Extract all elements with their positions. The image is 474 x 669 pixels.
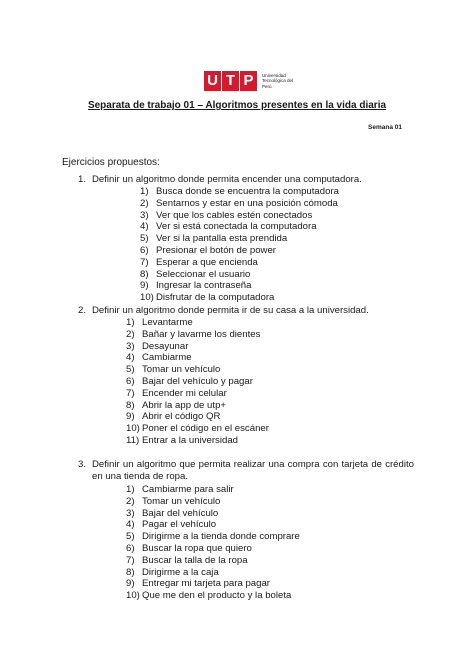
step-text: Ver si está conectada la computadora [156,221,317,233]
exercise-2-steps [126,317,414,447]
exercise-1-statement [64,174,414,186]
step-text: Desayunar [142,340,189,352]
step-number: 8) [126,399,135,411]
list-item [126,388,414,400]
step-number: 10) [126,590,140,602]
list-item [140,245,414,257]
list-item [140,292,414,304]
list-item [140,257,414,269]
exercise-text: Definir un algoritmo donde permita encender una computadora. [92,174,362,185]
step-number: 6) [126,542,135,554]
step-number: 4) [126,352,135,364]
step-text: Tomar un vehículo [142,495,221,507]
list-item [126,352,414,364]
list-item [126,317,414,329]
step-text: Levantarme [142,317,193,328]
step-text: Dirigirme a la tienda donde comprare [142,531,300,543]
step-text: Encender mi celular [142,387,227,399]
list-item [140,210,414,222]
step-text: Entregar mi tarjeta para pagar [142,578,270,590]
list-item [126,411,414,423]
step-text: Seleccionar el usuario [156,268,251,280]
step-number: 9) [126,578,135,590]
step-number: 3) [140,209,149,221]
step-text: Disfrutar de la computadora [156,292,275,304]
exercise-3-steps [126,484,414,602]
step-number: 6) [126,375,135,387]
step-number: 4) [126,519,135,531]
step-text: Que me den el producto y la boleta [142,590,292,602]
step-number: 5) [140,233,149,245]
list-item [126,519,414,531]
step-text: Ver si la pantalla esta prendida [156,233,288,245]
step-number: 2) [126,495,135,507]
step-number: 2) [126,328,135,340]
list-item [126,496,414,508]
step-text: Busca donde se encuentra la computadora [156,186,339,197]
step-text: Bañar y lavarme los dientes [142,328,261,340]
exercise-2 [64,305,414,447]
step-text: Pagar el vehículo [142,519,217,531]
list-item [126,435,414,447]
step-text: Buscar la talla de la ropa [142,554,248,566]
list-item [126,400,414,412]
exercise-number: 1. [78,174,87,185]
step-text: Abrir el código QR [142,411,221,423]
step-text: Esperar a que encienda [156,256,258,268]
step-number: 7) [126,554,135,566]
week-label: Semana 01 [368,124,402,131]
step-text: Poner el código en el escáner [142,423,269,435]
step-text: Entrar a la universidad [142,434,238,446]
step-number: 2) [140,197,149,209]
step-number: 9) [126,411,135,423]
step-number: 9) [140,280,149,292]
exercise-3-statement [64,459,414,483]
step-number: 6) [140,244,149,256]
list-item [126,543,414,555]
step-number: 4) [140,221,149,233]
list-item [126,590,414,602]
exercise-2-statement [64,305,414,317]
exercise-1 [64,174,414,304]
step-number: 11) [126,434,140,446]
step-number: 5) [126,364,135,376]
list-item [126,578,414,590]
step-text: Ver que los cables estén conectados [156,209,313,221]
list-item [126,376,414,388]
list-item [126,531,414,543]
list-item [126,484,414,496]
step-number: 1) [126,484,135,495]
exercises-heading: Ejercicios propuestos: [62,157,160,168]
exercise-1-steps [140,186,414,304]
step-number: 7) [126,387,135,399]
step-number: 1) [126,317,135,328]
logo-letter-t: T [222,71,239,91]
step-number: 3) [126,507,135,519]
step-text: Cambiarme [142,352,192,364]
step-text: Sentarnos y estar en una posición cómoda [156,197,338,209]
step-text: Dirigirme a la caja [142,566,219,578]
step-number: 10) [126,423,140,435]
logo-university-name: Universidad Tecnológica del Perú [262,72,294,89]
exercise-3 [64,459,414,602]
logo-letter-p: P [240,71,257,91]
list-item [126,567,414,579]
step-text: Abrir la app de utp+ [142,399,227,411]
document-title: Separata de trabajo 01 – Algoritmos presentes en la vida diaria [87,100,387,111]
list-item [140,221,414,233]
step-text: Ingresar la contraseña [156,280,252,292]
step-number: 3) [126,340,135,352]
step-number: 8) [126,566,135,578]
exercise-text: Definir un algoritmo donde permita ir de su casa a la universidad. [92,305,369,316]
utp-logo [204,70,302,92]
step-text: Bajar del vehículo [142,507,219,519]
step-text: Bajar del vehículo y pagar [142,375,253,387]
list-item [126,508,414,520]
exercise-text: Definir un algoritmo que permita realizar una compra con tarjeta de crédito en una tienda de ropa. [92,459,414,482]
list-item [140,269,414,281]
step-text: Presionar el botón de power [156,244,276,256]
step-text: Buscar la ropa que quiero [142,542,252,554]
step-number: 8) [140,268,149,280]
step-number: 1) [140,186,149,197]
list-item [140,280,414,292]
exercise-number: 3. [78,459,87,470]
exercise-number: 2. [78,305,87,316]
step-text: Cambiarme para salir [142,484,234,495]
step-number: 10) [140,292,154,304]
step-number: 5) [126,531,135,543]
list-item [126,555,414,567]
step-number: 7) [140,256,149,268]
list-item [140,186,414,198]
step-text: Tomar un vehículo [142,364,221,376]
list-item [126,423,414,435]
list-item [140,233,414,245]
list-item [126,341,414,353]
list-item [126,364,414,376]
logo-letter-u: U [204,71,221,91]
list-item [126,329,414,341]
list-item [140,198,414,210]
